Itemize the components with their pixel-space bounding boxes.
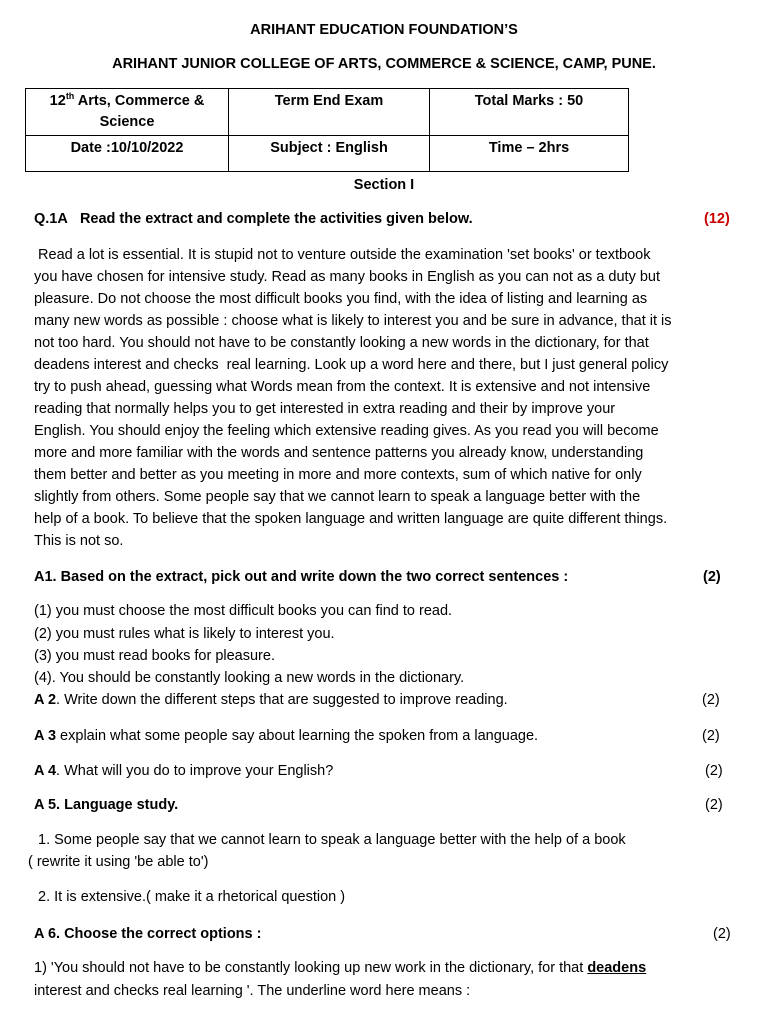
a5-item-1: 1. Some people say that we cannot learn to speak a language better with the help of a book [38, 832, 626, 848]
passage-line: more and more familiar with the words and sentence patterns you already know, understanding [34, 445, 644, 461]
passage [34, 244, 746, 552]
passage-line: them better and better as you meeting in more and more contexts, sum of which native for only [34, 467, 642, 483]
a6-question: A 6. Choose the correct options : [34, 926, 262, 942]
passage-line: This is not so. [34, 533, 124, 549]
passage-line: many new words as possible : choose what is likely to interest you and be sure in advance, that it is [34, 313, 672, 329]
date-cell: Date :10/10/2022 [26, 136, 229, 172]
underlined-word: deadens [587, 960, 647, 976]
passage-line: try to push ahead, guessing what Words mean from the context. It is extensive and not intensive [34, 379, 651, 395]
passage-line: slightly from others. Some people say that we cannot learn to speak a language better with the [34, 489, 641, 505]
a2-marks: (2) [702, 692, 720, 708]
question-1a: Q.1A Read the extract and complete the activities given below. [34, 211, 473, 227]
passage-line: reading that normally helps you to get interested in extra reading and their by improve your [34, 401, 616, 417]
a6-item-1: 1) 'You should not have to be constantly looking up new work in the dictionary, for that deadens [34, 960, 647, 976]
a2-question: A 2. Write down the different steps that are suggested to improve reading. [34, 692, 508, 708]
passage-line: help of a book. To believe that the spoken language and written language are quite different things. [34, 511, 668, 527]
subject-cell: Subject : English [229, 136, 430, 172]
a1-option-2: (2) you must rules what is likely to interest you. [34, 626, 335, 642]
passage-line: pleasure. Do not choose the most difficult books you find, with the idea of listing and learning as [34, 291, 648, 307]
a4-question: A 4. What will you do to improve your English? [34, 763, 334, 779]
a6-marks: (2) [713, 926, 731, 942]
passage-line: English. You should enjoy the feeling which extensive reading gives. As you read you will become [34, 423, 659, 439]
a5-item-1-instruction: ( rewrite it using 'be able to') [28, 854, 209, 870]
a4-marks: (2) [705, 763, 723, 779]
a3-question: A 3 explain what some people say about learning the spoken from a language. [34, 728, 539, 744]
exam-cell: Term End Exam [229, 89, 430, 136]
passage-line: Read a lot is essential. It is stupid not to venture outside the examination 'set books' or textbook [34, 247, 651, 263]
section-title: Section I [353, 177, 415, 193]
a1-option-4: (4). You should be constantly looking a new words in the dictionary. [34, 670, 465, 686]
passage-line: deadens interest and checks real learning. Look up a word here and there, but I just general policy [34, 357, 669, 373]
time-cell: Time – 2hrs [430, 136, 629, 172]
a5-marks: (2) [705, 797, 723, 813]
a5-question: A 5. Language study. [34, 797, 179, 813]
class-cell: 12th Arts, Commerce & Science [26, 89, 229, 136]
passage-line: you have chosen for intensive study. Read as many books in English as you can not as a duty but [34, 269, 661, 285]
exam-info-table [25, 88, 629, 172]
a1-question: A1. Based on the extract, pick out and write down the two correct sentences : [34, 569, 569, 585]
a5-item-2: 2. It is extensive.( make it a rhetorical question ) [38, 889, 346, 905]
a3-marks: (2) [702, 728, 720, 744]
total-marks-cell: Total Marks : 50 [430, 89, 629, 136]
a1-marks: (2) [703, 569, 721, 585]
q1a-marks: (12) [704, 211, 730, 227]
foundation-title: ARIHANT EDUCATION FOUNDATION’S [250, 22, 518, 38]
a1-option-3: (3) you must read books for pleasure. [34, 648, 275, 664]
college-title: ARIHANT JUNIOR COLLEGE OF ARTS, COMMERCE & SCIENCE, CAMP, PUNE. [112, 56, 656, 72]
a6-item-1-line-2: interest and checks real learning '. The underline word here means : [34, 983, 471, 999]
passage-line: not too hard. You should not have to be constantly looking a new words in the dictionary, for that [34, 335, 649, 351]
a1-option-1: (1) you must choose the most difficult books you can find to read. [34, 603, 453, 619]
